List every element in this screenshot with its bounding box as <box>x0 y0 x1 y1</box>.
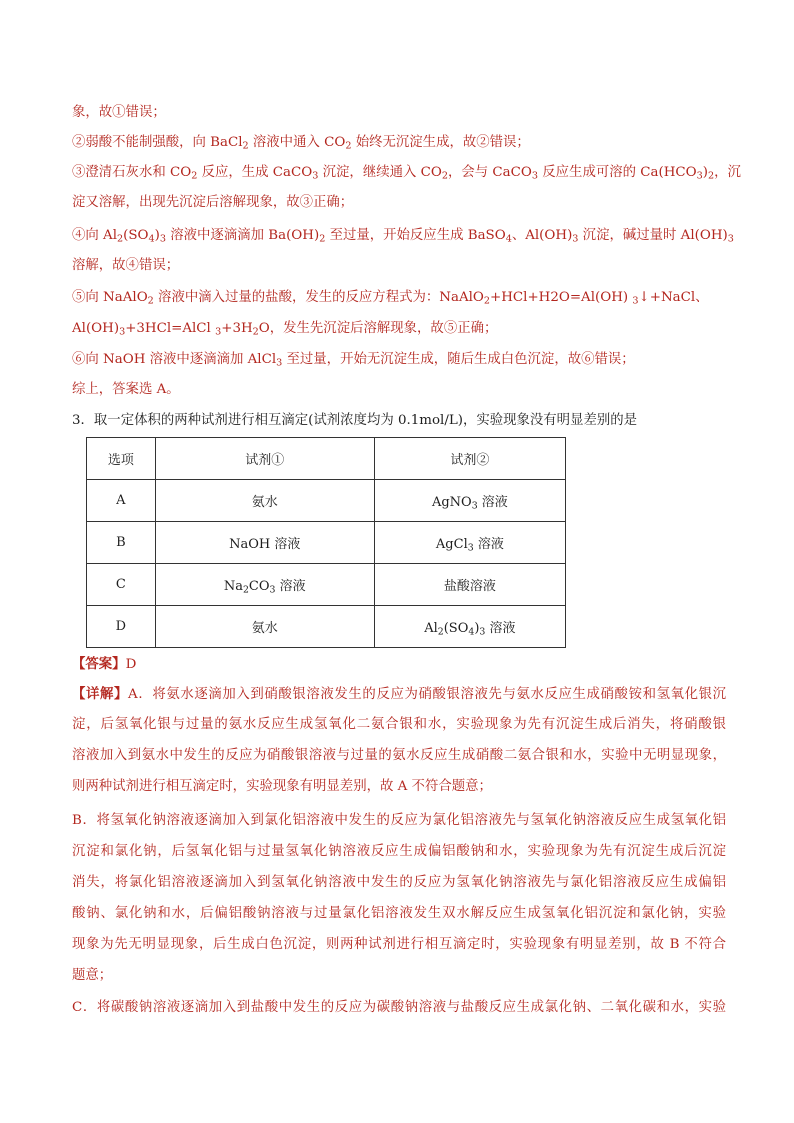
explain-line-10: 综上，答案选 A。 <box>72 382 180 397</box>
explain-line-8: $Al(OH)_3+3HCl=AlCl$ $_3+3H_2O$，发生先沉淀后溶解现象，故⑤正确； <box>72 321 498 338</box>
row-reagent-2: 盐酸溶液 <box>374 564 565 606</box>
explain-line-9: ⑥向 NaOH 溶液中逐滴滴加 AlCl$_3$ 至过量，开始无沉淀生成，随后生成白色沉淀，故⑥错误； <box>72 352 635 369</box>
explain-line-6: 溶解，故④错误； <box>72 258 180 273</box>
header-option: 选项 <box>87 438 156 480</box>
explain-line-1: 象，故①错误； <box>72 105 166 120</box>
row-reagent-1: NaOH 溶液 <box>155 522 374 564</box>
detail-line-11: C．将碳酸钠溶液逐滴加入到盐酸中发生的反应为碳酸钠溶液与盐酸反应生成氯化钠、二氧化碳和水，实验 <box>72 1000 726 1015</box>
explain-line-5: ④向 $Al_2(SO_4)_3$ 溶液中逐滴滴加 $Ba(OH)_2$ 至过量，开始反应生成 BaSO$_4$、$Al(OH)_3$ 沉淀，碱过量时 $Al(OH)_3$ <box>72 228 734 245</box>
table-row <box>87 564 566 606</box>
answer-tag: 【答案】 <box>72 656 126 672</box>
detail-line-9: 现象为先无明显现象，后生成白色沉淀，则两种试剂进行相互滴定时，实验现象有明显差别，故 B 不符合 <box>72 937 726 952</box>
detail-line-4: 则两种试剂进行相互滴定时，实验现象有明显差别，故 A 不符合题意； <box>72 779 492 794</box>
explain-line-7: ⑤向 NaAlO$_2$ 溶液中滴入过量的盐酸，发生的反应方程式为：NaAlO$_2$+HCl+H2O=Al(OH) $_3$↓+NaCl、 <box>72 290 709 307</box>
detail-line-1 <box>72 684 726 705</box>
row-option: D <box>87 606 156 648</box>
answer-value: D <box>125 657 137 672</box>
table-row <box>87 606 566 648</box>
table-row <box>87 480 566 522</box>
row-reagent-1: $Na_2CO_3$ 溶液 <box>155 564 374 606</box>
row-reagent-1: 氨水 <box>155 480 374 522</box>
header-reagent-2: 试剂② <box>374 438 565 480</box>
row-reagent-2: $Al_2(SO_4)_3$ 溶液 <box>374 606 565 648</box>
detail-line-3: 溶液加入到氨水中发生的反应为硝酸银溶液与过量的氨水反应生成硝酸二氨合银和水，实验中无明显现象， <box>72 748 726 763</box>
detail-line-10: 题意； <box>72 968 113 983</box>
detail-line-8: 酸钠、氯化钠和水，后偏铝酸钠溶液与过量氯化铝溶液发生双水解反应生成氢氧化铝沉淀和氯化钠，实验 <box>72 906 726 921</box>
detail-line-6: 沉淀和氯化钠，后氢氧化铝与过量氢氧化钠溶液反应生成偏铝酸钠和水，实验现象为先有沉淀生成后沉淀 <box>72 844 726 859</box>
detail-tag: 【详解】 <box>72 686 129 702</box>
row-reagent-2: AgNO$_3$ 溶液 <box>374 480 565 522</box>
row-option: B <box>87 522 156 564</box>
row-reagent-1: 氨水 <box>155 606 374 648</box>
detail-line-7: 消失，将氯化铝溶液逐滴加入到氢氧化钠溶液中发生的反应为氢氧化钠溶液先与氯化铝溶液反应生成偏铝 <box>72 875 726 890</box>
detail-line-5: B．将氢氧化钠溶液逐滴加入到氯化铝溶液中发生的反应为氯化铝溶液先与氢氧化钠溶液反应生成氢氧化铝 <box>72 813 726 828</box>
row-option: C <box>87 564 156 606</box>
answer-line <box>72 654 726 675</box>
explain-line-3: ③澄清石灰水和 $CO_2$ 反应，生成 CaCO$_3$ 沉淀，继续通入 $CO_2$，会与 CaCO$_3$ 反应生成可溶的 $Ca(HCO_3)_2$，沉 <box>72 165 741 182</box>
question-text: 3．取一定体积的两种试剂进行相互滴定(试剂浓度均为 0.1mol/L)，实验现象没有明显差别的是 <box>72 413 638 428</box>
header-reagent-1: 试剂① <box>155 438 374 480</box>
detail-line-2: 淀，后氢氧化银与过量的氨水反应生成氢氧化二氨合银和水，实验现象为先有沉淀生成后消失，将硝酸银 <box>72 717 726 732</box>
detail-line-1-text: A．将氨水逐滴加入到硝酸银溶液发生的反应为硝酸银溶液先与氨水反应生成硝酸铵和氢氧化银沉 <box>128 687 726 702</box>
explain-line-2: ②弱酸不能制强酸，向 BaCl$_2$ 溶液中通入 $CO_2$ 始终无沉淀生成，故②错误； <box>72 135 530 152</box>
row-option: A <box>87 480 156 522</box>
options-table-header <box>87 438 566 480</box>
row-reagent-2: AgCl$_3$ 溶液 <box>374 522 565 564</box>
explain-line-4: 淀又溶解，出现先沉淀后溶解现象，故③正确； <box>72 195 354 210</box>
options-table <box>86 437 566 648</box>
table-row <box>87 522 566 564</box>
